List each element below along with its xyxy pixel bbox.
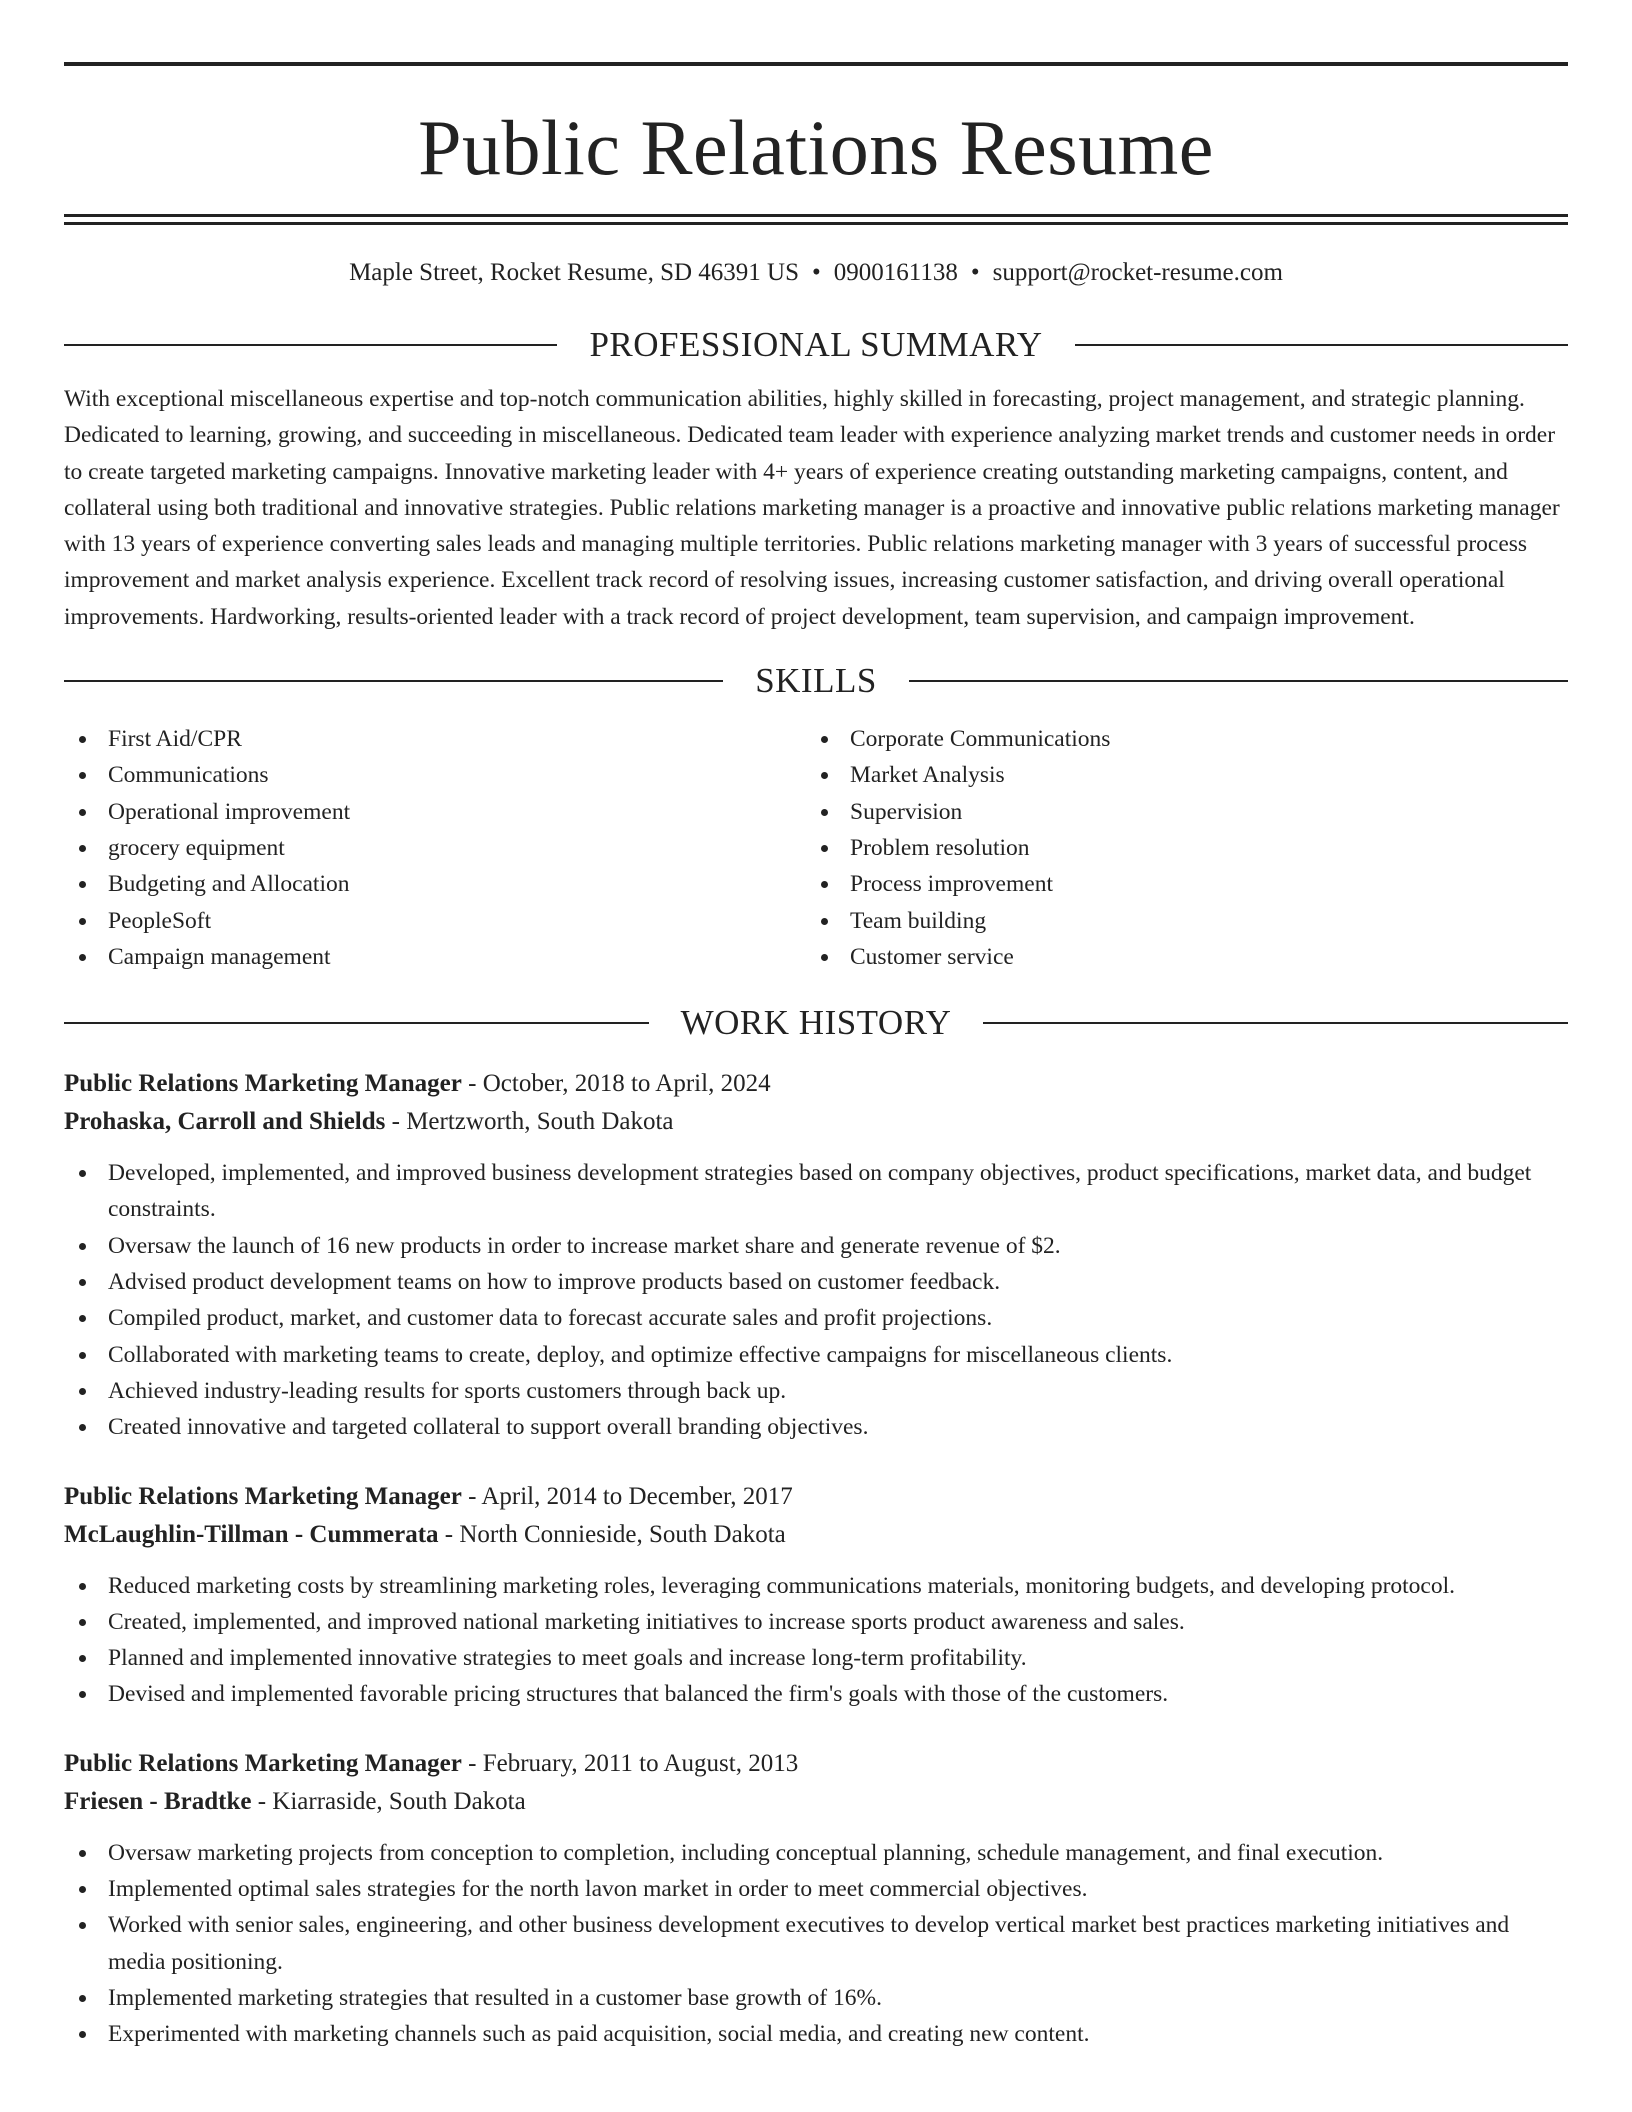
skill-item: Corporate Communications [806,721,1568,757]
skills-list [64,721,1568,975]
skill-item: Customer service [806,939,1568,975]
job-dates: October, 2018 to April, 2024 [482,1070,771,1098]
job-entry [64,1745,1568,2053]
job-bullet: Implemented marketing strategies that resulted in a customer base growth of 16%. [64,1980,1568,2016]
section-rule-right [1075,344,1568,346]
job-location: North Connieside, South Dakota [459,1520,786,1548]
resume-title: Public Relations Resume [418,104,1214,191]
job-bullet: Oversaw the launch of 16 new products in order to increase market share and generate revenue of $2. [64,1228,1568,1264]
contact-line [64,257,1568,289]
job-company: McLaughlin-Tillman - Cummerata [64,1520,439,1548]
job-bullets [64,1568,1568,1713]
resume-page [64,62,1568,2053]
skill-item: Supervision [806,794,1568,830]
section-rule-right [983,1022,1568,1024]
job-location: Mertzworth, South Dakota [406,1108,674,1136]
job-bullet: Experimented with marketing channels such as paid acquisition, social media, and creating new content. [64,2016,1568,2052]
skill-item: Market Analysis [806,757,1568,793]
section-heading-summary [64,323,1568,367]
skill-item: Campaign management [64,939,806,975]
contact-separator: • [812,259,821,286]
section-title: WORK HISTORY [680,1003,952,1043]
title-double-rule [64,214,1568,225]
section-rule-right [909,680,1568,682]
skills-column-right [806,721,1568,975]
job-bullet: Created, implemented, and improved national marketing initiatives to increase sports product awareness and sales. [64,1604,1568,1640]
job-dates: February, 2011 to August, 2013 [482,1749,799,1777]
contact-address: Maple Street, Rocket Resume, SD 46391 US [349,259,800,286]
job-bullet: Worked with senior sales, engineering, and other business development executives to develop vertical market best practices marketing initiatives and media positioning. [64,1907,1568,1980]
section-rule-left [64,1022,649,1024]
job-bullet: Compiled product, market, and customer data to forecast accurate sales and profit projections. [64,1300,1568,1336]
skill-item: Problem resolution [806,830,1568,866]
contact-phone: 0900161138 [833,259,958,286]
job-entry [64,1065,1568,1445]
skill-item: Process improvement [806,866,1568,902]
job-bullet: Advised product development teams on how to improve products based on customer feedback. [64,1264,1568,1300]
section-rule-left [64,344,557,346]
skill-item: grocery equipment [64,830,806,866]
skill-item: Team building [806,903,1568,939]
job-bullet: Oversaw marketing projects from conception to completion, including conceptual planning, schedule management, and final execution. [64,1835,1568,1871]
skill-item: Budgeting and Allocation [64,866,806,902]
job-bullet: Planned and implemented innovative strategies to meet goals and increase long-term profitability. [64,1640,1568,1676]
job-title-line: Public Relations Marketing Manager - October, 2018 to April, 2024 [64,1070,771,1098]
contact-separator: • [970,259,980,286]
job-bullets [64,1155,1568,1445]
job-company: Prohaska, Carroll and Shields [64,1108,386,1136]
job-entry [64,1478,1568,1713]
skills-column-left [64,721,806,975]
professional-summary-text: With exceptional miscellaneous expertise and top-notch communication abilities, highly skilled in forecasting, project management, and strategic planning. Dedicated to learning, growing, and succeeding in miscellaneous. Dedicated team leader with experience analyzing market trends and customer needs in order to create targeted marketing campaigns. Innovative marketing leader with 4+ years of experience creating outstanding marketing campaigns, content, and collateral using both traditional and innovative strategies. Public relations marketing manager is a proactive and innovative public relations marketing manager with 13 years of experience converting sales leads and managing multiple territories. Public relations marketing manager with 3 years of successful process improvement and market analysis experience. Excellent track record of resolving issues, increasing customer satisfaction, and driving overall operational improvements. Hardworking, results-oriented leader with a track record of project development, team supervision, and campaign improvement. [64,386,1560,630]
section-heading-work-history [64,1001,1568,1045]
job-bullet: Collaborated with marketing teams to create, deploy, and optimize effective campaigns for miscellaneous clients. [64,1337,1568,1373]
job-title-line: Public Relations Marketing Manager - April, 2014 to December, 2017 [64,1482,793,1510]
job-title-line: Public Relations Marketing Manager - February, 2011 to August, 2013 [64,1749,799,1777]
contact-email: support@rocket-resume.com [992,259,1283,286]
skill-item: Operational improvement [64,794,806,830]
job-bullet: Reduced marketing costs by streamlining marketing roles, leveraging communications materials, monitoring budgets, and developing protocol. [64,1568,1568,1604]
job-company: Friesen - Bradtke [64,1787,252,1815]
job-title: Public Relations Marketing Manager [64,1749,462,1777]
skill-item: Communications [64,757,806,793]
section-rule-left [64,680,723,682]
job-company-line: Friesen - Bradtke - Kiarraside, South Dakota [64,1787,526,1815]
job-bullet: Developed, implemented, and improved business development strategies based on company objectives, product specifications, market data, and budget constraints. [64,1155,1568,1228]
job-bullet: Implemented optimal sales strategies for the north lavon market in order to meet commercial objectives. [64,1871,1568,1907]
job-bullets [64,1835,1568,2053]
job-bullet: Achieved industry-leading results for sports customers through back up. [64,1373,1568,1409]
job-location: Kiarraside, South Dakota [272,1787,526,1815]
section-title: SKILLS [755,661,877,701]
job-title: Public Relations Marketing Manager [64,1482,462,1510]
top-rule [64,62,1568,66]
job-title: Public Relations Marketing Manager [64,1070,462,1098]
skill-item: PeopleSoft [64,903,806,939]
job-company-line: Prohaska, Carroll and Shields - Mertzworth, South Dakota [64,1108,674,1136]
job-company-line: McLaughlin-Tillman - Cummerata - North Connieside, South Dakota [64,1520,786,1548]
job-bullet: Created innovative and targeted collateral to support overall branding objectives. [64,1409,1568,1445]
section-title: PROFESSIONAL SUMMARY [589,325,1043,364]
job-dates: April, 2014 to December, 2017 [481,1482,793,1510]
job-bullet: Devised and implemented favorable pricing structures that balanced the firm's goals with those of the customers. [64,1676,1568,1712]
skill-item: First Aid/CPR [64,721,806,757]
section-heading-skills [64,659,1568,703]
